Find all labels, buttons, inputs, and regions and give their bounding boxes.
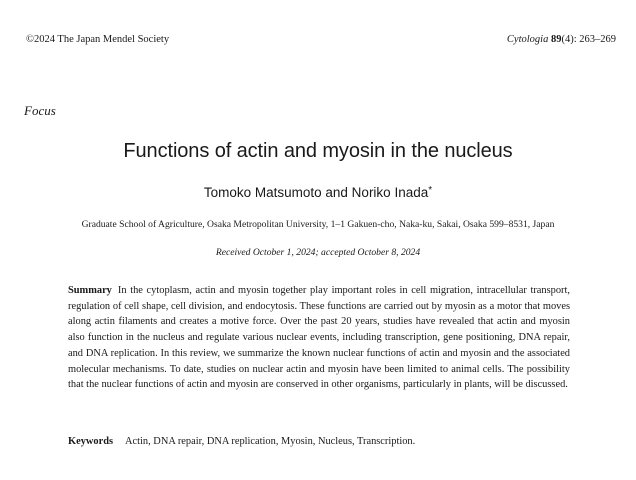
- author-affiliation: Graduate School of Agriculture, Osaka Metropolitan University, 1–1 Gakuen-cho, Naka-ku, Sakai, Osaka 599–8531, Japan: [81, 219, 555, 230]
- keywords-label: Keywords: [68, 436, 114, 447]
- journal-name: Cytologia: [506, 34, 549, 45]
- cut-off-text-line: [60, 472, 620, 479]
- article-title: Functions of actin and myosin in the nucleus: [123, 140, 513, 162]
- summary-text: In the cytoplasm, actin and myosin together play important roles in cell migration, intracellular transport, regulation of cell shape, cell division, and endocytosis. These functions are carried out by myosin as a motor that moves along actin filaments and creates a motive force. Over the past 20 years, studies have revealed that actin and myosin also function in the nucleus and regulate various nuclear events, including transcription, gene positioning, DNA repair, and DNA replication. In this review, we summarize the known nuclear functions of actin and myosin and the associated molecular mechanisms. To date, studies on nuclear actin and myosin have been limited to animal cells. The possibility that the nuclear functions of actin and myosin are conserved in other organisms, particularly in plants, will be discussed.: [68, 285, 570, 391]
- keywords-text: Actin, DNA repair, DNA replication, Myosin, Nucleus, Transcription.: [125, 436, 416, 447]
- journal-issue-pages: (4): 263–269: [561, 34, 616, 45]
- summary-paragraph: [68, 283, 570, 393]
- section-label: Focus: [24, 103, 56, 118]
- cut-off-body-text: [60, 472, 620, 480]
- journal-volume: 89: [550, 34, 562, 45]
- corresponding-author-mark: *: [428, 185, 433, 196]
- received-accepted-dates: Received October 1, 2024; accepted October 8, 2024: [215, 247, 421, 258]
- keywords-line: [68, 436, 588, 447]
- summary-label: Summary: [68, 285, 112, 296]
- copyright-notice: ©2024 The Japan Mendel Society: [26, 34, 170, 45]
- author-names: Tomoko Matsumoto and Noriko Inada: [203, 185, 429, 200]
- article-authors: [0, 185, 636, 200]
- journal-citation: [507, 34, 616, 45]
